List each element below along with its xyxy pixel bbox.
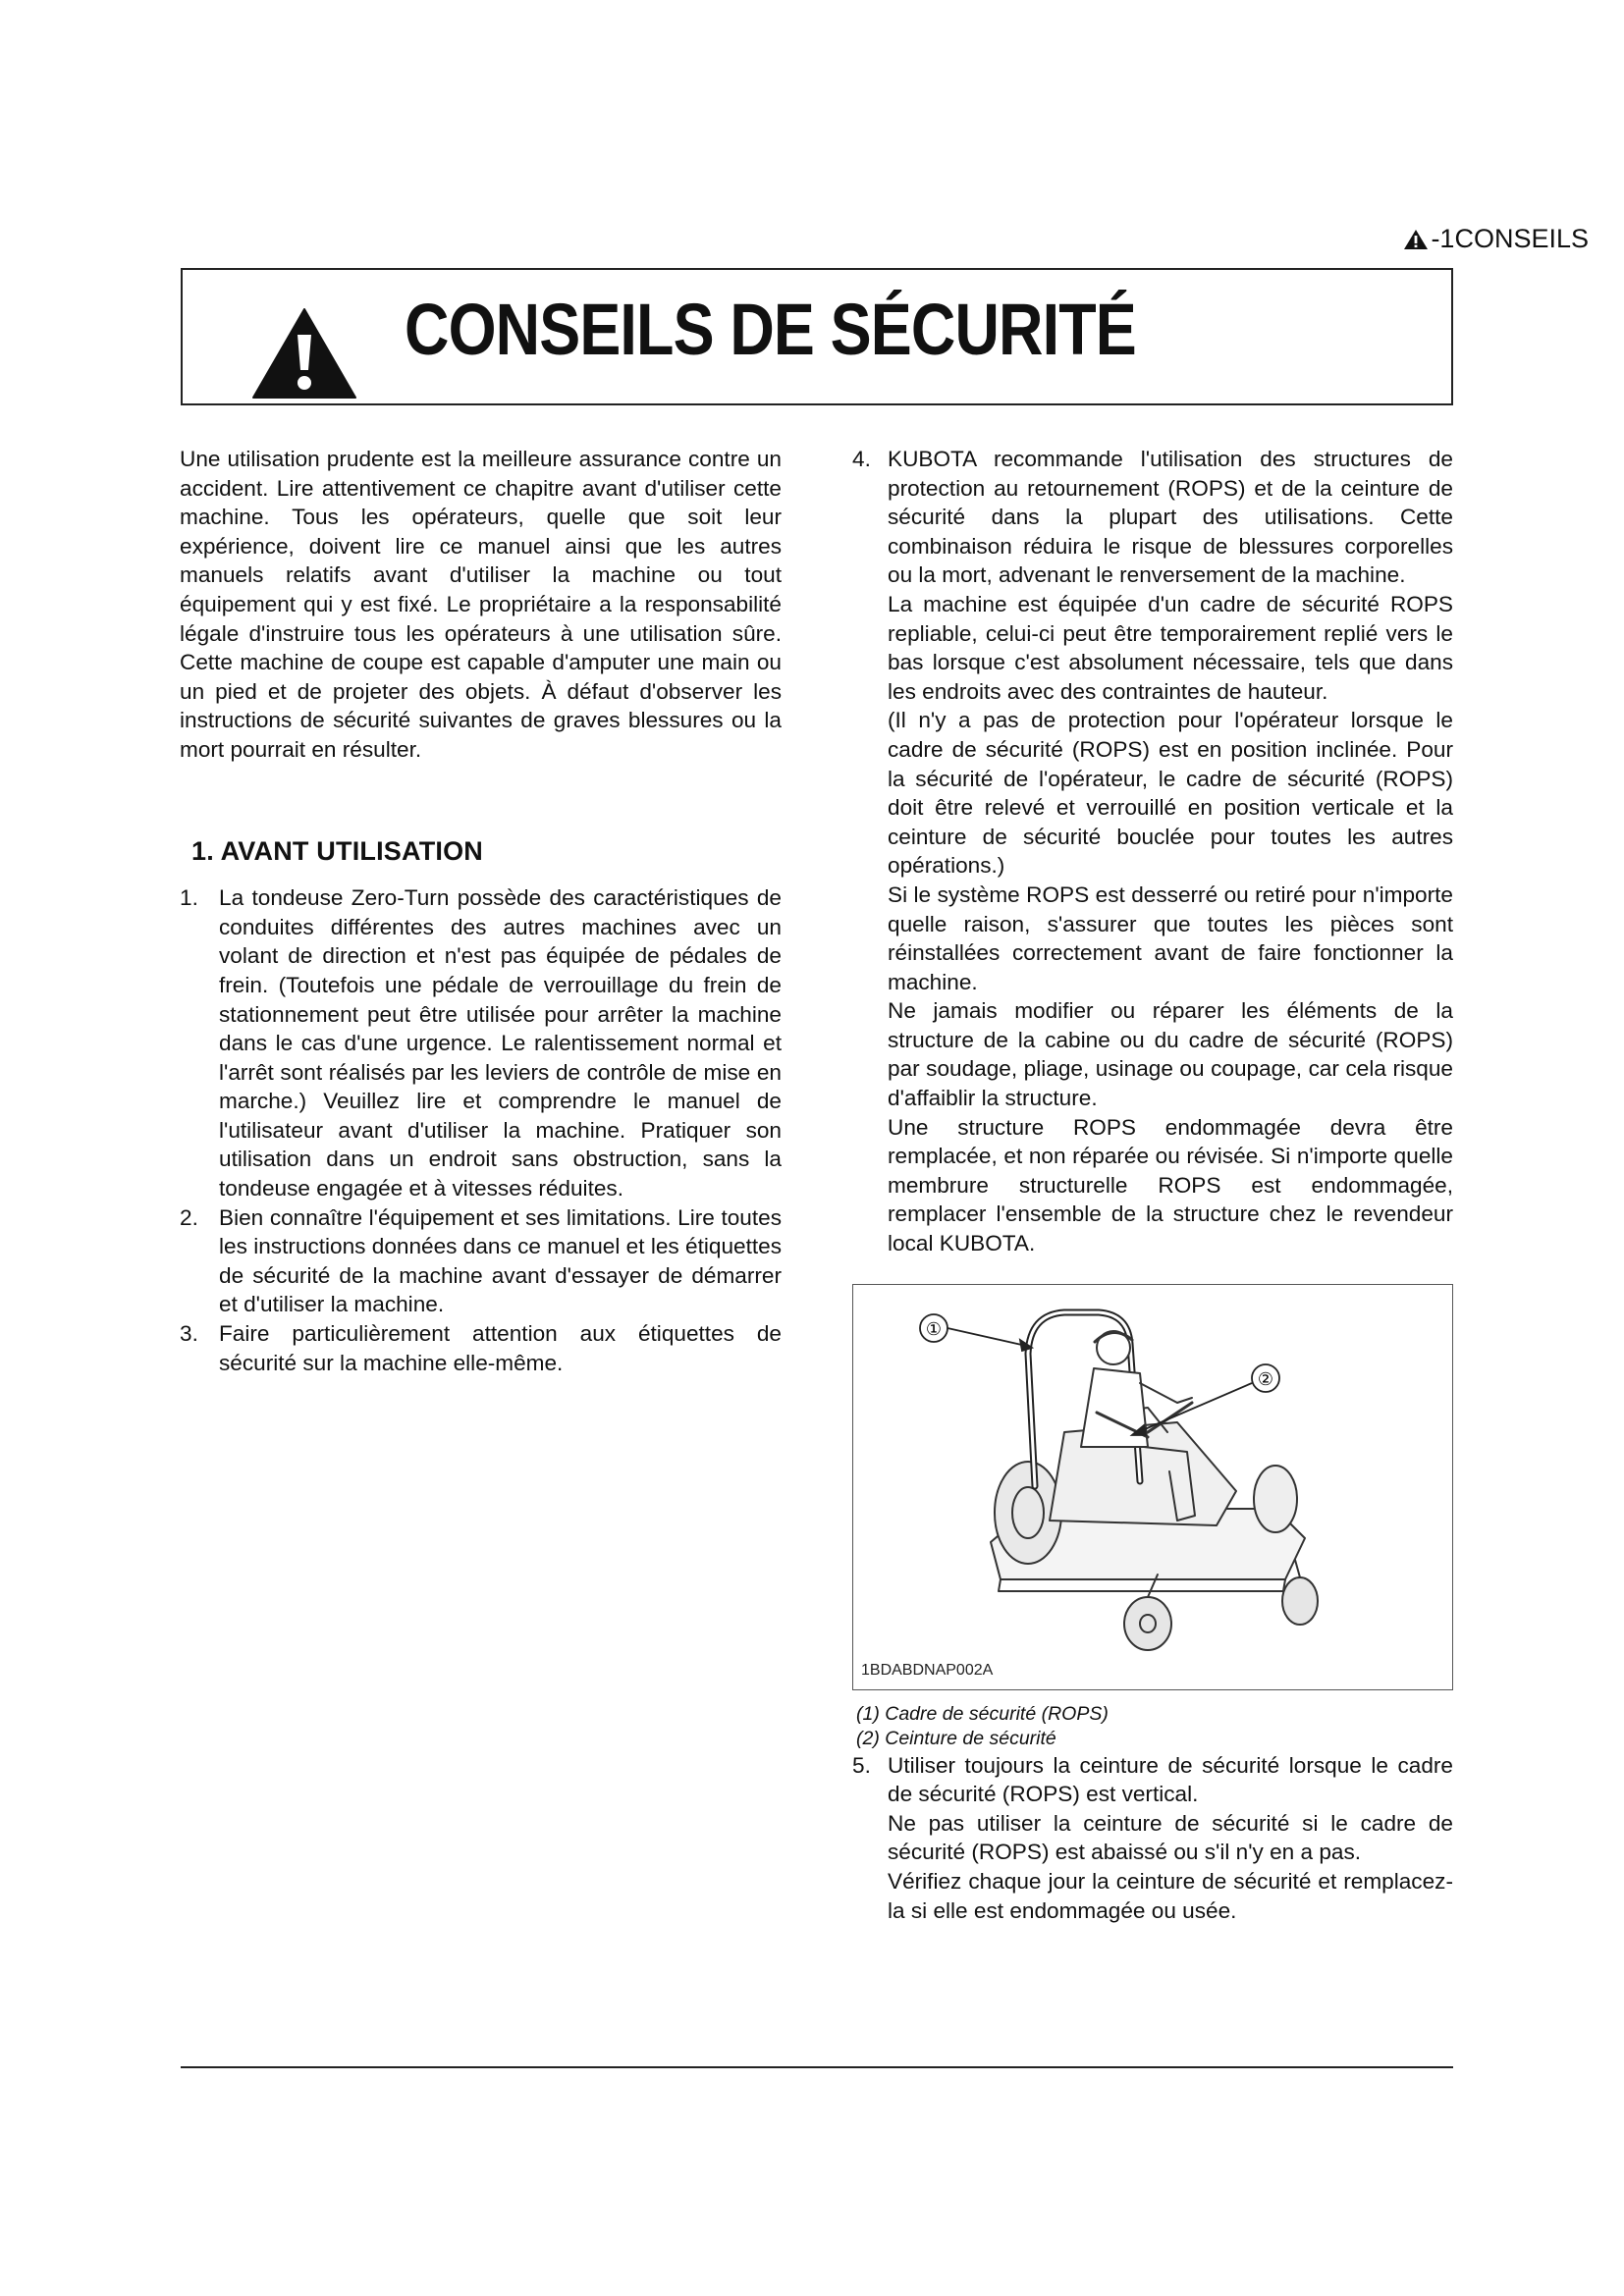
item-paragraph: Si le système ROPS est desserré ou retiré pour n'importe quelle raison, s'assurer que toutes les pièces sont réinstallées correctement avant de faire fonctionner la machine. [888,881,1453,994]
caption-1: (1) Cadre de sécurité (ROPS) [856,1702,1109,1725]
item-number: 3. [180,1321,198,1347]
precautions-list-continued [852,445,1453,1258]
warning-icon [1403,229,1429,250]
item-paragraph: (Il n'y a pas de protection pour l'opérateur lorsque le cadre de sécurité (ROPS) est en position inclinée. Pour la sécurité de l'opérateur, le cadre de sécurité (ROPS) doit être relevé et verrouillé en position verticale et la ceinture de sécurité bouclée pour toutes les autres opérations.) [888,708,1453,879]
item-number: 1. [180,885,198,911]
item-paragraph: La machine est équipée d'un cadre de sécurité ROPS repliable, celui-ci peut être temporairement replié vers le bas lorsque c'est absolument nécessaire, tels que dans les endroits avec des contraintes de hauteur. [888,591,1453,704]
item-paragraph: Ne jamais modifier ou réparer les éléments de la structure de la cabine ou du cadre de sécurité (ROPS) par soudage, pliage, usinage ou coupage, car cela risque d'affaiblir la structure. [888,998,1453,1111]
rops-figure [852,1284,1453,1690]
section-heading: 1. AVANT UTILISATION [191,835,483,866]
figure-captions [856,1702,1453,1751]
footer-rule [181,2066,1453,2068]
list-item [852,445,1453,1258]
item-text: Faire particulièrement attention aux étiquettes de sécurité sur la machine elle-même. [219,1321,782,1375]
title-box [181,268,1453,405]
item-number: 4. [852,447,871,471]
item-paragraph: Vérifiez chaque jour la ceinture de sécurité et remplacez-la si elle est endommagée ou usée. [888,1869,1453,1923]
callout-2: ② [1257,1368,1274,1390]
item-number: 5. [852,1752,871,1778]
precautions-list [180,883,782,1377]
item-paragraph: Une structure ROPS endommagée devra être remplacée, et non réparée ou révisée. Si n'importe quelle membrure structurelle ROPS est endommagée, remplacer l'ensemble de la structure chez le revendeur local KUBOTA. [888,1114,1453,1256]
intro-paragraph: Une utilisation prudente est la meilleure assurance contre un accident. Lire attentivement ce chapitre avant d'utiliser cette machine. Tous les opérateurs, quelle que soit leur expérience, doivent lire ce manuel ainsi que les autres manuels relatifs avant d'utiliser la machine ou tout équipement qui y est fixé. Le propriétaire a la responsabilité légale d'instruire tous les opérateurs à une utilisation sûre. Cette machine de coupe est capable d'amputer une main ou un pied et de projeter des objets. À défaut d'observer les instructions de sécurité suivantes de graves blessures ou la mort pourrait en résulter. [180,447,782,762]
item-paragraph: KUBOTA recommande l'utilisation des structures de protection au retournement (ROPS) et de la ceinture de sécurité dans la plupart des utilisations. Cette combinaison réduira le risque de blessures corporelles ou la mort, advenant le renversement de la machine. [888,447,1453,588]
warning-triangle-icon [251,307,357,400]
item-text: Bien connaître l'équipement et ses limitations. Lire toutes les instructions données dans ce manuel et les étiquettes de sécurité de la machine avant d'essayer de démarrer et d'utiliser la machine. [219,1204,782,1317]
list-item [180,1203,782,1319]
item-text: La tondeuse Zero-Turn possède des caractéristiques de conduites différentes des autres machines avec un volant de direction et n'est pas équipée de pédales de frein. (Toutefois une pédale de verrouillage du frein de stationnement peut être utilisée pour arrêter la machine dans le cas d'une urgence. Le ralentissement normal et l'arrêt sont réalisés par les leviers de contrôle de mise en marche.) Veuillez lire et comprendre le manuel de l'utilisateur avant d'utiliser la machine. Pratiquer son utilisation dans un endroit sans obstruction, sans la tondeuse engagée et à vitesses réduites. [219,885,782,1201]
page-title: CONSEILS DE SÉCURITÉ [405,289,1136,370]
callout-1: ① [925,1318,943,1340]
right-column [852,445,1453,1925]
left-column [180,445,782,1377]
figure-code: 1BDABDNAP002A [861,1662,994,1680]
page-section-reference [1403,224,1589,254]
item-number: 2. [180,1204,198,1230]
section-ref-text: -1CONSEILS [1431,224,1589,253]
item-paragraph: Ne pas utiliser la ceinture de sécurité si le cadre de sécurité (ROPS) est abaissé ou s'il n'y en a pas. [888,1810,1453,1865]
list-item [180,883,782,1203]
caption-2: (2) Ceinture de sécurité [856,1727,1056,1749]
mower-illustration [853,1285,1451,1658]
precautions-list-item5 [852,1751,1453,1926]
list-item [852,1751,1453,1926]
item-paragraph: Utiliser toujours la ceinture de sécurité lorsque le cadre de sécurité (ROPS) est vertical. [888,1752,1453,1807]
list-item [180,1319,782,1377]
